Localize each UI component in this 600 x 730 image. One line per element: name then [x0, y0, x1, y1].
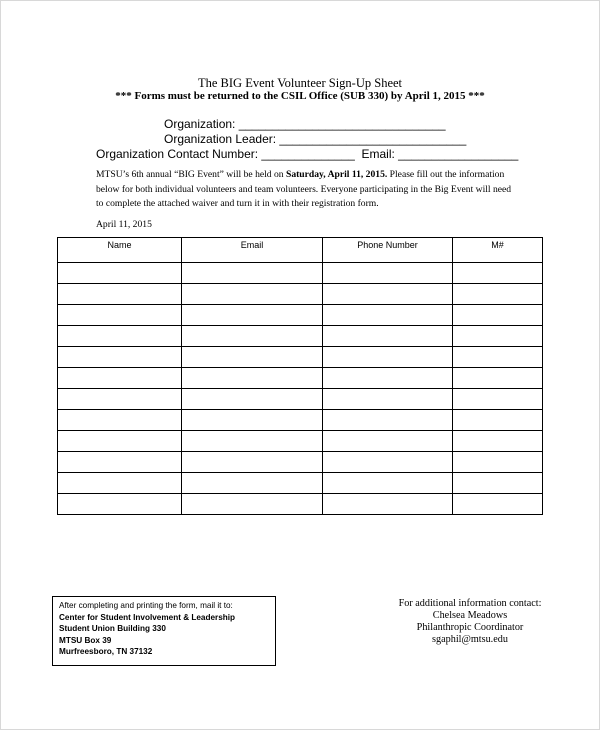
cell-email[interactable]: [182, 263, 323, 284]
cell-email[interactable]: [182, 284, 323, 305]
cell-phone[interactable]: [323, 389, 453, 410]
intro-paragraph: [96, 168, 516, 212]
table-row: [58, 284, 543, 305]
cell-mnumber[interactable]: [453, 410, 543, 431]
cell-email[interactable]: [182, 431, 323, 452]
column-header-email: Email: [182, 238, 323, 263]
cell-mnumber[interactable]: [453, 494, 543, 515]
table-row: [58, 494, 543, 515]
cell-name[interactable]: [58, 284, 182, 305]
cell-email[interactable]: [182, 410, 323, 431]
table-row: [58, 305, 543, 326]
table-row: [58, 347, 543, 368]
cell-email[interactable]: [182, 494, 323, 515]
table-row: [58, 473, 543, 494]
intro-text-1: MTSU’s 6th annual “BIG Event” will be held on: [96, 169, 286, 180]
cell-mnumber[interactable]: [453, 389, 543, 410]
cell-email[interactable]: [182, 473, 323, 494]
cell-name[interactable]: [58, 473, 182, 494]
cell-email[interactable]: [182, 305, 323, 326]
cell-name[interactable]: [58, 326, 182, 347]
organization-field[interactable]: Organization: _______________________________: [164, 117, 446, 131]
event-date-bold: Saturday, April 11, 2015.: [285, 169, 388, 180]
cell-name[interactable]: [58, 431, 182, 452]
cell-name[interactable]: [58, 389, 182, 410]
intro-text-2: Please fill out the information below for both individual volunteers and team volunteers. Everyone participating in the Big Event will need to complete the attached waiver and turn it in with their registration form.: [96, 169, 512, 210]
table-row: [58, 431, 543, 452]
cell-name[interactable]: [58, 452, 182, 473]
organization-leader-field[interactable]: Organization Leader: ____________________________: [164, 132, 467, 146]
cell-mnumber[interactable]: [453, 431, 543, 452]
cell-email[interactable]: [182, 326, 323, 347]
organization-contact-field[interactable]: Organization Contact Number: ______________ Email: __________________: [96, 147, 519, 161]
cell-phone[interactable]: [323, 347, 453, 368]
page-title: The BIG Event Volunteer Sign-Up Sheet: [197, 76, 403, 90]
table-body: [58, 263, 543, 515]
cell-phone[interactable]: [323, 431, 453, 452]
cell-email[interactable]: [182, 452, 323, 473]
cell-phone[interactable]: [323, 494, 453, 515]
column-header-name: Name: [58, 238, 182, 263]
volunteer-table: [57, 237, 543, 515]
cell-phone[interactable]: [323, 305, 453, 326]
mail-address-line-4: Murfreesboro, TN 37132: [59, 647, 153, 657]
contact-intro: For additional information contact:: [398, 598, 542, 609]
mailing-address-box: [52, 596, 276, 666]
cell-phone[interactable]: [323, 452, 453, 473]
contact-email[interactable]: sgaphil@mtsu.edu: [432, 634, 508, 645]
cell-name[interactable]: [58, 305, 182, 326]
cell-mnumber[interactable]: [453, 284, 543, 305]
mail-address-line-2: Student Union Building 330: [59, 624, 166, 634]
mail-intro: After completing and printing the form, mail it to:: [59, 601, 233, 610]
cell-mnumber[interactable]: [453, 263, 543, 284]
contact-info: [340, 598, 600, 646]
cell-email[interactable]: [182, 347, 323, 368]
contact-name: Chelsea Meadows: [432, 610, 508, 621]
cell-name[interactable]: [58, 368, 182, 389]
cell-phone[interactable]: [323, 263, 453, 284]
table-row: [58, 410, 543, 431]
contact-role: Philanthropic Coordinator: [416, 622, 524, 633]
cell-mnumber[interactable]: [453, 368, 543, 389]
table-row: [58, 389, 543, 410]
cell-name[interactable]: [58, 494, 182, 515]
return-deadline-notice: *** Forms must be returned to the CSIL Office (SUB 330) by April 1, 2015 ***: [115, 90, 485, 102]
cell-mnumber[interactable]: [453, 326, 543, 347]
cell-mnumber[interactable]: [453, 347, 543, 368]
cell-email[interactable]: [182, 368, 323, 389]
column-header-mnumber: M#: [453, 238, 543, 263]
table-row: [58, 452, 543, 473]
cell-mnumber[interactable]: [453, 473, 543, 494]
cell-phone[interactable]: [323, 473, 453, 494]
table-row: [58, 326, 543, 347]
cell-name[interactable]: [58, 347, 182, 368]
cell-phone[interactable]: [323, 410, 453, 431]
cell-phone[interactable]: [323, 368, 453, 389]
cell-phone[interactable]: [323, 284, 453, 305]
cell-email[interactable]: [182, 389, 323, 410]
table-header-row: [58, 238, 543, 263]
cell-name[interactable]: [58, 263, 182, 284]
mail-address-line-3: MTSU Box 39: [59, 635, 112, 645]
column-header-phone: Phone Number: [323, 238, 453, 263]
cell-name[interactable]: [58, 410, 182, 431]
cell-mnumber[interactable]: [453, 452, 543, 473]
form-date: April 11, 2015: [96, 219, 152, 230]
mail-address-line-1: Center for Student Involvement & Leadership: [59, 612, 236, 622]
cell-phone[interactable]: [323, 326, 453, 347]
table-row: [58, 263, 543, 284]
cell-mnumber[interactable]: [453, 305, 543, 326]
table-row: [58, 368, 543, 389]
